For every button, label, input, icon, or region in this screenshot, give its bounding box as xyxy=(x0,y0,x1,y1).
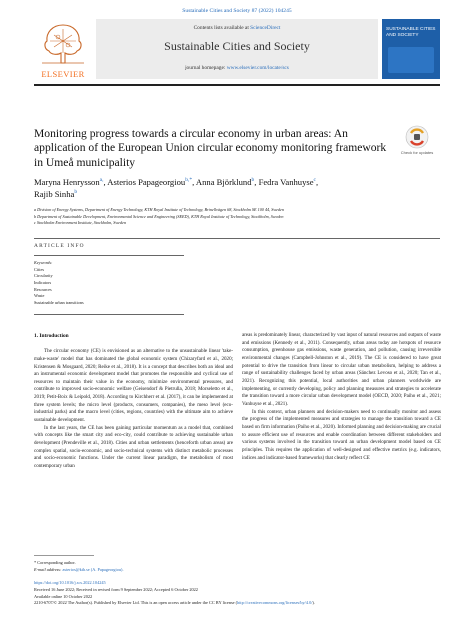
affiliation-line: a Division of Energy Systems, Department of Energy Technology, KTH Royal Institute of Technology, Brinellvägen 68, Stockholm SE 100 44, Sweden xyxy=(34,207,285,212)
keyword: Resources xyxy=(34,286,52,292)
keyword: Cities xyxy=(34,266,45,272)
check-for-updates-button[interactable] xyxy=(404,124,430,150)
check-updates-icon xyxy=(404,124,430,150)
received-dates: Received 16 June 2022; Received in revised form 9 September 2022; Accepted 6 October 2022 xyxy=(34,586,198,592)
license-line xyxy=(34,600,440,607)
elsevier-logo xyxy=(34,19,92,79)
body-column-right xyxy=(242,332,441,462)
body-column-left xyxy=(34,332,233,471)
affiliation-mark: a, xyxy=(99,177,104,184)
article-info-top-rule xyxy=(34,238,440,239)
contents-line xyxy=(96,25,378,31)
keyword: Sustainable urban transitions xyxy=(34,299,84,305)
affiliation-mark: b xyxy=(251,177,255,184)
keywords-block xyxy=(34,260,184,307)
doi-link[interactable]: https://doi.org/10.1016/j.scs.2022.104245 xyxy=(34,579,106,585)
body-paragraph: areas is predominately linear, characterized by vast input of natural resources and outputs of waste and emissions (Kennedy et al., 2011). Consequently, urban areas today are hotspots of resource consumption, greenhouse gas emissions, waste generation, and pollution, causing irreversible environmental changes (Campbell-Johnston et al., 2019). The CE is considered to have great potential to drive the transition from linear to circular urban metabolism, helping to address a range of sustainability challenges faced by urban areas (Sánchez Levoso et al., 2020; Tan et al., 2021). Recognizing this potential, local authorities and urban planners worldwide are implementing, or currently developing, policy and planning measures and strategies to accelerate the transition toward a more circular urban development model (OECD, 2020; Paiho et al., 2021; Vanhuyse et al., 2021). xyxy=(242,332,441,407)
journal-name: Sustainable Cities and Society xyxy=(164,39,310,53)
check-updates-label: Check for updates xyxy=(400,150,434,155)
email-line xyxy=(34,567,440,574)
license-suffix: ). xyxy=(312,600,315,606)
affiliation-line: b Department of Sustainable Development, Environmental Science and Engineering (SEED), KTH Royal Institute of Technology, Stockholm, Sweden xyxy=(34,213,284,219)
license-link[interactable]: http://creativecommons.org/licenses/by/4.0/ xyxy=(237,600,313,606)
keywords-heading: Keywords: xyxy=(34,260,53,265)
author-name[interactable]: Maryna Henrysson xyxy=(34,177,100,187)
body-paragraph: In this context, urban planners and decision-makers need to continually monitor and assess the progress of the implemented measures and strategies to manage the transition toward a CE based on firm information (Paiho et al., 2020). Informed planning and decision-making are crucial to assure efficient use of resources and enable coordination between different stakeholders and various systems involved in the transition toward an urban development model based on CE principles. This requires the application of well-designed and effective metrics (e.g. indicators, indices and indicator-based frameworks) that clearly reflect CE xyxy=(242,408,441,461)
available-online: Available online 10 October 2022 xyxy=(34,593,93,599)
affiliation-mark: b xyxy=(74,188,78,195)
email-link[interactable]: asterios@kth.se (A. Papageorgiou). xyxy=(62,566,124,572)
cover-image xyxy=(388,47,434,73)
corresponding-author-note: * Corresponding author. xyxy=(34,560,76,565)
publisher-name: ELSEVIER xyxy=(41,69,85,79)
footnotes xyxy=(34,560,440,607)
homepage-line xyxy=(96,65,378,71)
journal-reference[interactable]: Sustainable Cities and Society 87 (2022) 104245 xyxy=(182,8,292,14)
keywords-bottom-rule xyxy=(34,314,184,315)
affiliation-line: c Stockholm Environment Institute, Stockholm, Sweden xyxy=(34,220,127,226)
affiliation-mark: c xyxy=(313,177,316,184)
elsevier-tree-icon xyxy=(34,19,92,67)
sciencedirect-link[interactable]: ScienceDirect xyxy=(250,25,281,31)
header-divider xyxy=(34,84,440,86)
affiliation-mark: b,* xyxy=(185,177,193,184)
body-paragraph: The circular economy (CE) is envisioned as an alternative to the unsustainable linear 'take-make-waste' model that has dominated the global economic system (Chizaryfard et al., 2020; Kristensen & Mosgaard, 2020; Reike et al., 2018). It is a concept that describes both an ideal and an instrumental economic development model that promotes the responsible and cyclical use of resources to maintain their value in the economy, minimize environmental pressures, and contribute to improved socio-economic welfare (Geisendorf & Pietrulla, 2018; Morseletto et al., 2019; Petit-Boix & Leipold, 2018). According to Kirchherr et al. (2017), it can be implemented at three system levels; the micro level (products, consumers, companies), the meso level (eco-industrial parks) and the macro level (cities, regions, countries) with the ultimate aim to achieve sustainable development. xyxy=(34,348,233,424)
license-prefix: 2210-6707/© 2022 The Author(s). Published by Elsevier Ltd. This is an open access article under the CC BY license ( xyxy=(34,600,238,606)
author-name[interactable]: Anna Björklund xyxy=(195,177,252,187)
author-list: Maryna Henrysson$^{a,}$, Asterios Papageorgiou$^{b,*}$, Anna Björklund$^b$, Fedra Vanhuyse$^c$, Rajib Sinha$^b$ xyxy=(34,177,319,199)
author-name[interactable]: Rajib Sinha xyxy=(34,188,75,199)
affiliations xyxy=(34,207,440,227)
article-info-heading: ARTICLE INFO xyxy=(34,243,85,249)
keyword: Indicators xyxy=(34,279,52,285)
keyword: Circularity xyxy=(34,273,53,279)
author-name[interactable]: Fedra Vanhuyse xyxy=(258,177,314,187)
cover-title: SUSTAINABLE CITIES AND SOCIETY xyxy=(386,27,436,38)
journal-header xyxy=(34,19,440,79)
footnote-rule xyxy=(34,555,94,556)
journal-banner xyxy=(96,19,378,79)
contents-prefix: Contents lists available at xyxy=(193,25,251,31)
author-name[interactable]: Asterios Papageorgiou xyxy=(107,177,186,187)
article-info-bottom-rule xyxy=(34,255,184,256)
body-paragraph: In the last years, the CE has been gaining particular momentum as a model that, combined with concepts like the smart city and eco-city, could contribute to achieving sustainable urban development (Prendeville et al., 2018). Cities and urban settlements (henceforth urban areas) are complex spatial, socio-economic, and socio-technical systems with distinct metabolic processes and socio-economic functions. Under the current linear paradigm, the metabolism of most contemporary urban xyxy=(34,424,233,470)
homepage-link[interactable]: www.elsevier.com/locate/scs xyxy=(226,65,289,71)
journal-cover xyxy=(382,19,440,79)
email-label: E-mail address: xyxy=(34,566,63,572)
keyword: Waste xyxy=(34,293,45,299)
article-title: Monitoring progress towards a circular economy in urban areas: An application of the European Union circular economy monitoring framework in Umeå municipality xyxy=(34,127,387,169)
section-heading: 1. Introduction xyxy=(34,333,69,339)
homepage-prefix: journal homepage: xyxy=(185,65,227,71)
